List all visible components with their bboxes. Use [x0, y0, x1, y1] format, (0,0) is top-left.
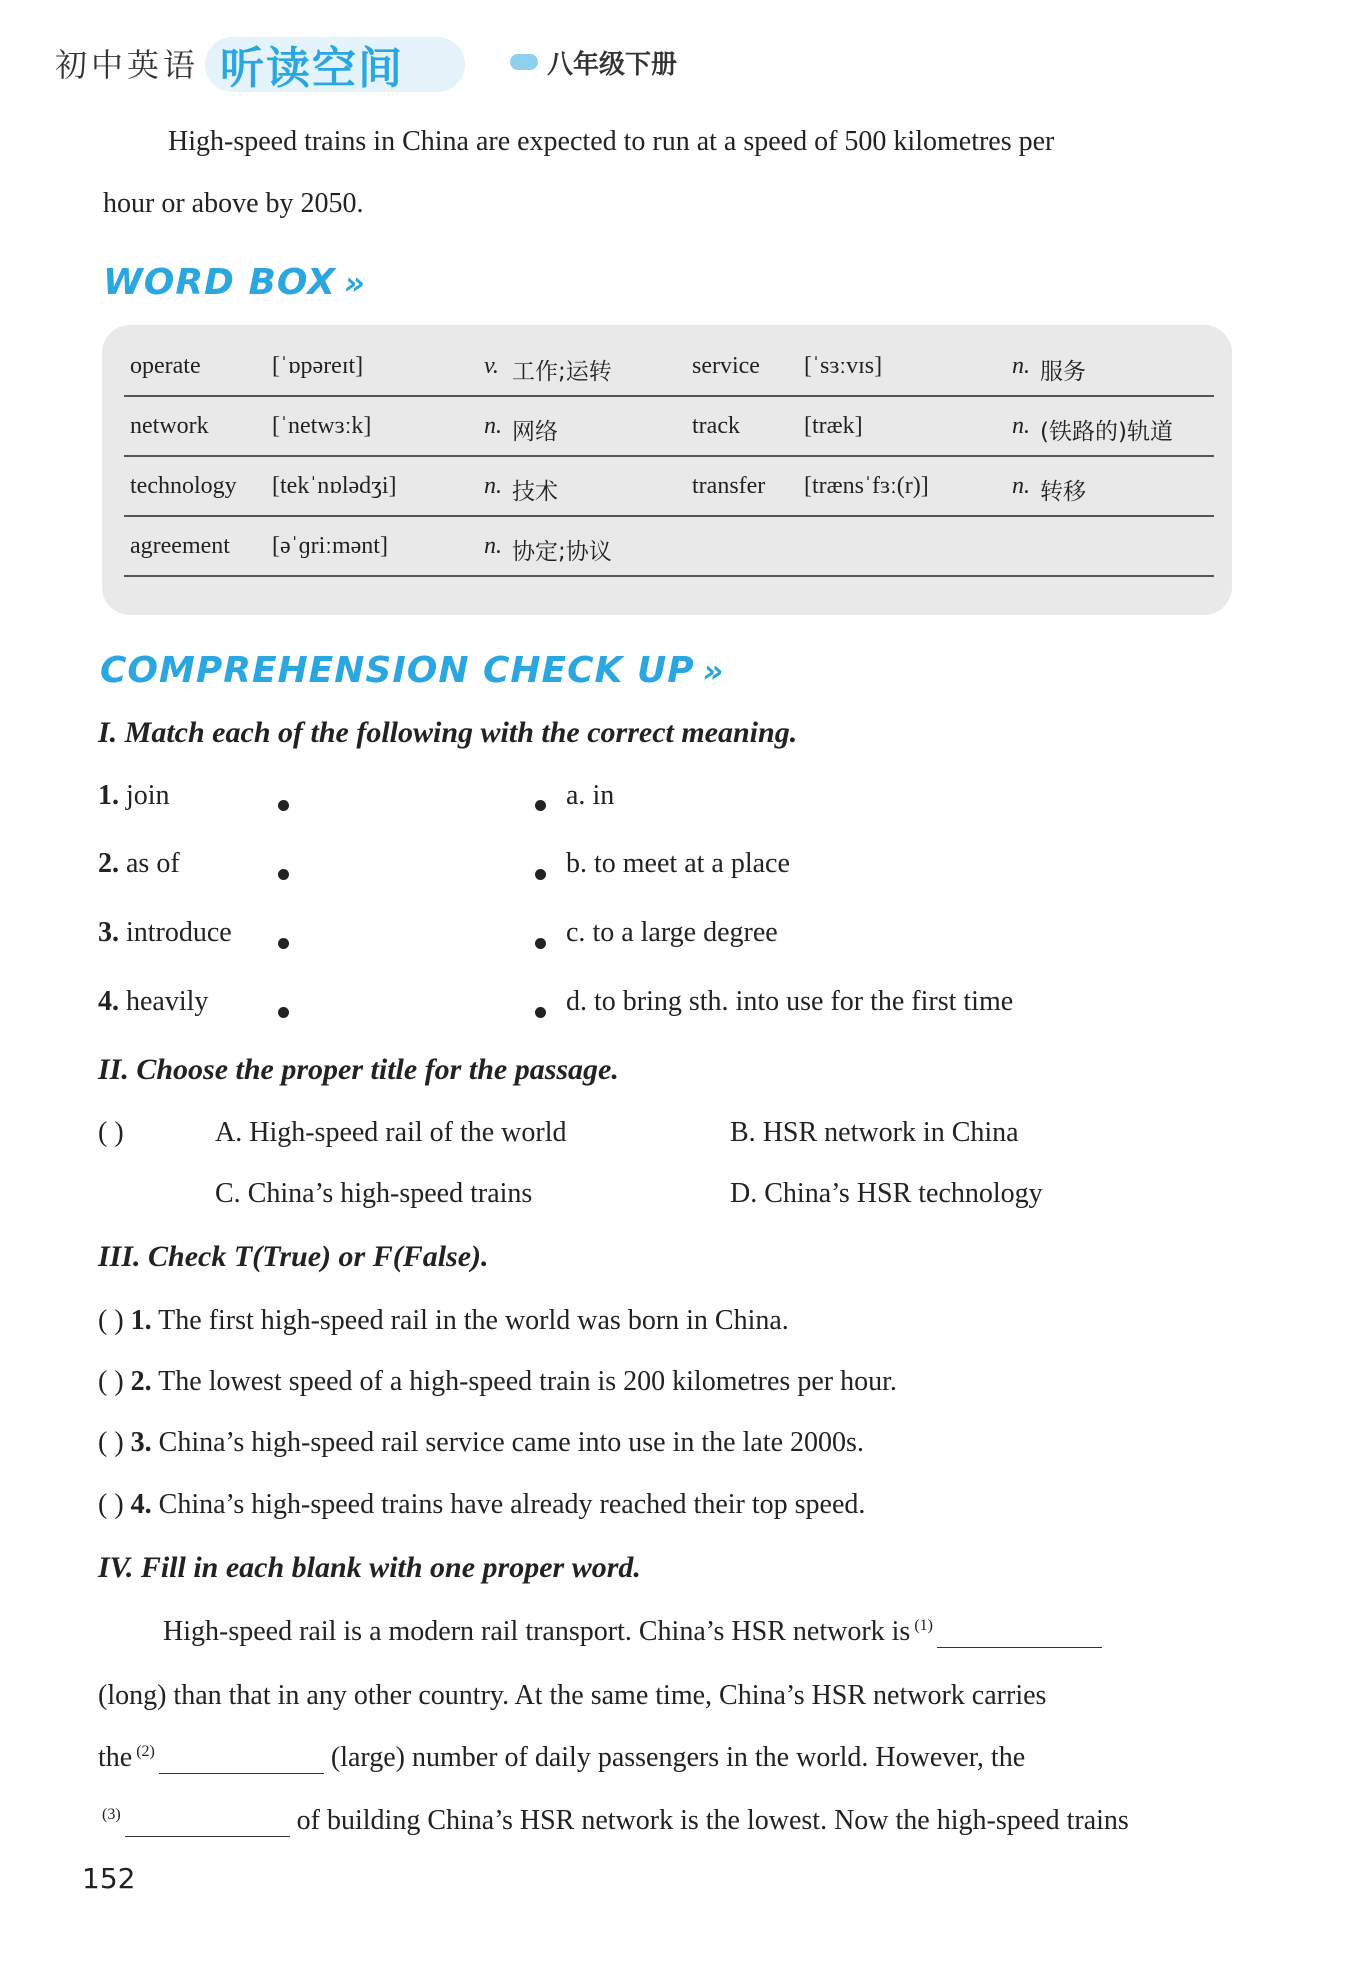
match-dot[interactable]: [535, 800, 546, 811]
blank-number: (1): [914, 1616, 933, 1634]
option-a[interactable]: A. High-speed rail of the world: [215, 1117, 567, 1148]
meaning: 协定;协议: [512, 539, 612, 565]
double-chevron-icon: »: [702, 652, 725, 690]
match-dot[interactable]: [278, 869, 289, 880]
word-box-title: [103, 262, 366, 303]
answer-parentheses[interactable]: ( ): [98, 1305, 124, 1336]
word: agreement: [130, 533, 230, 559]
match-right-item: b. to meet at a place: [566, 848, 790, 879]
option-b[interactable]: B. HSR network in China: [730, 1117, 1019, 1148]
meaning: 工作;运转: [512, 359, 612, 385]
word: network: [130, 413, 209, 439]
part-2-heading: II. Choose the proper title for the passage.: [98, 1053, 619, 1086]
brand-logo-text: 听读空间: [220, 43, 404, 94]
word-box-title-text: WORD BOX: [103, 262, 336, 303]
blank-number: (2): [136, 1742, 155, 1760]
fill-line-4: $^{(3)}$ of building China’s HSR network is the lowest. Now the high-speed trains: [102, 1805, 1129, 1836]
phonetic: [trænsˈfɜː(r)]: [804, 473, 929, 499]
part-of-speech: n.: [1012, 473, 1030, 499]
part-of-speech: n.: [1012, 413, 1030, 439]
grade-label: 八年级下册: [547, 50, 678, 80]
meaning: 服务: [1040, 359, 1086, 385]
meaning: 转移: [1040, 479, 1086, 505]
match-dot[interactable]: [278, 1007, 289, 1018]
match-dot[interactable]: [278, 800, 289, 811]
blank-3[interactable]: [125, 1806, 290, 1837]
part-1-heading: I. Match each of the following with the correct meaning.: [98, 716, 798, 749]
book-series-title: 初中英语: [55, 46, 200, 84]
blank-1[interactable]: [937, 1617, 1102, 1648]
double-chevron-icon: »: [343, 264, 366, 302]
fill-line-2: (long) than that in any other country. At the same time, China’s HSR network carries: [98, 1680, 1047, 1711]
comprehension-title: [100, 650, 724, 691]
blank-number: (3): [102, 1805, 121, 1823]
match-left-item: 4. heavily: [98, 986, 209, 1017]
blank-2[interactable]: [159, 1743, 324, 1774]
word-row: [124, 455, 1214, 517]
word-box: [102, 325, 1232, 615]
word: operate: [130, 353, 201, 379]
word: track: [692, 413, 740, 439]
tf-item: ( ) 3. China’s high-speed rail service came into use in the late 2000s.: [98, 1427, 864, 1458]
word: technology: [130, 473, 237, 499]
answer-parentheses[interactable]: ( ): [98, 1366, 124, 1397]
part-of-speech: n.: [484, 533, 502, 559]
option-d[interactable]: D. China’s HSR technology: [730, 1178, 1043, 1209]
match-right-item: c. to a large degree: [566, 917, 778, 948]
match-dot[interactable]: [535, 1007, 546, 1018]
part-of-speech: v.: [484, 353, 499, 379]
word-row: [124, 335, 1214, 397]
phonetic: [əˈɡriːmənt]: [272, 533, 388, 559]
answer-parentheses[interactable]: ( ): [98, 1489, 124, 1520]
meaning: 网络: [512, 419, 558, 445]
phonetic: [ˈnetwɜːk]: [272, 413, 372, 439]
fill-line-1: High-speed rail is a modern rail transport. China’s HSR network is $^{(1)}$: [163, 1616, 1102, 1648]
word: service: [692, 353, 760, 379]
phonetic: [tekˈnɒlədʒi]: [272, 473, 397, 499]
part-3-heading: III. Check T(True) or F(False).: [98, 1240, 489, 1273]
meaning: 技术: [512, 479, 558, 505]
phonetic: [ˈɒpəreɪt]: [272, 353, 364, 379]
answer-parentheses[interactable]: ( ): [98, 1427, 124, 1458]
comprehension-title-text: COMPREHENSION CHECK UP: [100, 650, 695, 691]
match-dot[interactable]: [278, 938, 289, 949]
match-right-item: a. in: [566, 780, 615, 811]
match-dot[interactable]: [535, 938, 546, 949]
answer-parentheses[interactable]: ( ): [98, 1117, 124, 1148]
part-of-speech: n.: [1012, 353, 1030, 379]
tf-item: ( ) 4. China’s high-speed trains have already reached their top speed.: [98, 1489, 866, 1520]
match-left-item: 2. as of: [98, 848, 180, 879]
part-of-speech: n.: [484, 413, 502, 439]
intro-line-2: hour or above by 2050.: [103, 188, 364, 219]
tf-item: ( ) 1. The first high-speed rail in the world was born in China.: [98, 1305, 789, 1336]
match-dot[interactable]: [535, 869, 546, 880]
option-c[interactable]: C. China’s high-speed trains: [215, 1178, 533, 1209]
word-row: [124, 395, 1214, 457]
match-left-item: 1. join: [98, 780, 170, 811]
tf-item: ( ) 2. The lowest speed of a high-speed train is 200 kilometres per hour.: [98, 1366, 897, 1397]
match-right-item: d. to bring sth. into use for the first time: [566, 986, 1014, 1017]
bullet-icon: [510, 54, 538, 70]
page-header: [55, 32, 755, 102]
fill-line-3: the $^{(2)}$ (large) number of daily passengers in the world. However, the: [98, 1742, 1026, 1773]
intro-line-1: High-speed trains in China are expected to run at a speed of 500 kilometres per: [168, 126, 1055, 157]
phonetic: [træk]: [804, 413, 863, 439]
word: transfer: [692, 473, 766, 499]
word-row: [124, 515, 1214, 577]
part-of-speech: n.: [484, 473, 502, 499]
part-4-heading: IV. Fill in each blank with one proper word.: [98, 1551, 641, 1584]
page-number: 152: [82, 1862, 136, 1895]
phonetic: [ˈsɜːvɪs]: [804, 353, 883, 379]
match-left-item: 3. introduce: [98, 917, 232, 948]
meaning: (铁路的)轨道: [1040, 419, 1173, 445]
